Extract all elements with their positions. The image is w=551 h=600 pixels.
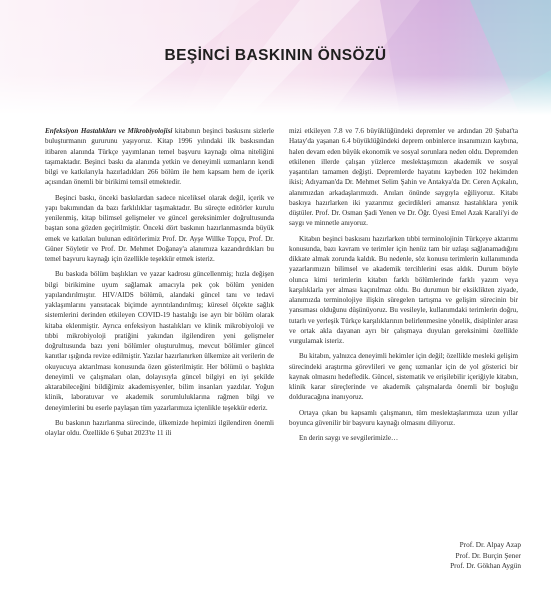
signature-name: Prof. Dr. Burçin Şener <box>455 550 521 560</box>
right-column <box>289 126 518 448</box>
page-title: BEŞİNCİ BASKININ ÖNSÖZÜ <box>164 47 387 64</box>
paragraph: Kitabın beşinci baskısını hazırlarken tıbbi terminolojinin Türkçeye aktarımı konusunda, bazı kavram ve terimler için henüz tam bir uzlaşı sağlanamadığını dikkate almak zorunda kaldık. Bu nedenle, söz konusu terimlerin kullanımında yazarlarımızın bilimsel ve akademik tercihlerini esas aldık. Durum böyle olunca kimi terimlerin kitabın farklı bölümlerinde farklı yazım veya karşılıklarla yer alması kaçınılmaz oldu. Bu durumun bir eksiklikten ziyade, alanımızda terminolojiye ilişkin süregelen tartışma ve gelişim sürecinin bir yansıması olduğunu düşünüyoruz. Bu vesileyle, kullanımdaki terimlerin doğru, tutarlı ve yerleşik Türkçe karşılıklarının belirlenmesine yönelik, disiplinler arası ve ortak akla dayanan ayrı bir çalışmaya duyulan gereksinimi özellikle vurgulamak isteriz. <box>289 234 518 345</box>
signature-name: Prof. Dr. Gökhan Aygün <box>450 561 521 570</box>
paragraph: Beşinci baskı, önceki baskılardan sadece niceliksel olarak değil, içerik ve yapı bakımından da bazı farklılıklar taşımaktadır. Bu süreçte editörler kurulu yenilenmiş, kitap bilimsel gelişmeler ve güncel gereksinimler doğrultusunda baştan sona gözden geçirilmiştir. Önceki dört baskının hazırlanmasında büyük emek ve katkıları bulunan editörlerimiz Prof. Dr. Ayşe Willke Topçu, Prof. Dr. Güner Söyletir ve Prof. Dr. Mehmet Doğanay'a alanımıza kazandırdıkları bu temel başvuru kaynağı için özellikle teşekkür etmek isteriz. <box>45 193 274 263</box>
paragraph: Ortaya çıkan bu kapsamlı çalışmanın, tüm meslektaşlarımıza uzun yıllar boyunca güvenilir bir başvuru kaynağı olmasını diliyoruz. <box>289 408 518 427</box>
paragraph: Bu baskının hazırlanma sürecinde, ülkemizde hepimizi ilgilendiren önemli olaylar oldu. Özellikle 6 Şubat 2023'te 11 ili <box>45 418 274 437</box>
paragraph: Bu baskıda bölüm başlıkları ve yazar kadrosu güncellenmiş; hızla değişen bilgi birikimine uyum sağlamak amacıyla pek çok bölüm yeniden yapılandırılmıştır. HIV/AIDS bölümü, alandaki güncel tanı ve tedavi yaklaşımlarını yansıtacak biçimde ayrıntılandırılmış; küresel ölçekte sağlık sistemlerini derinden etkileyen COVID-19 hastalığı ise ayrı bir bölüm olarak kitaba eklenmiştir. Ayrıca enfeksiyon hastalıkları ve klinik mikrobiyoloji ve tıbbi mikrobiyoloji pratiğini yakından ilgilendiren yeni gelişmeler doğrultusunda bazı yeni bölümler oluşturulmuş, mevcut bölümler güncel kanıtlar ışığında revize edilmiştir. Yazılar hazırlanırken ülkemize ait verilerin de okuyucuya aktarılması konusunda özen gösterilmiştir. Her bölümü o başlıkta deneyimli ve çalışmaları olan, dolayısıyla güncel bilgiyi en iyi şekilde aktarabileceğini bildiğimiz akademisyenler, bilim insanları yazdılar. Yoğun klinik, laboratuvar ve akademik sorumluluklarına rağmen bilgi ve deneyimlerini bu eserle paylaşan tüm yazarlarımıza içtenlikle teşekkür ederiz. <box>45 270 274 412</box>
book-title: Enfeksiyon Hastalıkları ve Mikrobiyolojisi <box>45 127 173 135</box>
paragraph-text: kitabının beşinci baskısını sizlerle buluşturmanın gururunu yaşıyoruz. Kitap 1996 yılındaki ilk baskısından itibaren alanında Türkçe yayımlanan temel başvuru kaynağı olma niteliğini taşımaktadır. Beşinci baskı da alanında yetkin ve deneyimli uzmanların kendi bilgi ve katkılarıyla hazırladıkları 266 bölüm ile hem kapsam hem de içerik açısından önemli bir birikimi temsil etmektedir. <box>45 127 274 187</box>
paragraph <box>45 126 274 188</box>
left-column <box>45 126 274 443</box>
signature-name: Prof. Dr. Alpay Azap <box>459 540 521 549</box>
signature-block <box>450 540 521 572</box>
closing-line: En derin saygı ve sevgilerimizle… <box>299 434 399 442</box>
paragraph: Bu kitabın, yalnızca deneyimli hekimler için değil; özellikle mesleki gelişim sürecindeki araştırma görevlileri ve genç uzmanlar için de yol gösterici bir kaynak olmasını hedefledik. Güncel, sistematik ve erişilebilir içeriğiyle kitabın, klinik karar süreçlerinde ve akademik çalışmalarda önemli bir boşluğu dolduracağına inanıyoruz. <box>289 352 518 402</box>
paragraph: mizi etkileyen 7.8 ve 7.6 büyüklüğündeki depremler ve ardından 20 Şubat'ta Hatay'da yaşanan 6.4 büyüklüğündeki deprem onbinlerce insanımızın kaybına, halen devam eden büyük ekonomik ve sosyal sorunlara neden oldu. Depremden etkilenen illerde çalışan yüzlerce meslektaşımızın akademik ve sosyal yaşantıları tamamen değişti. Depremlerde hayatını kaybeden 102 hekimden ikisi; Adıyaman'da Dr. Mehmet Selim Şahin ve Antakya'da Dr. Ceren Açıkalın, alanımızdan arkadaşlarımızdı. Anıları önünde saygıyla eğiliyoruz. Kitabı baskıya hazırlarken iki yazarımız gecirdikleri amansız hastalıklara yenik düştüler. Prof. Dr. Osman Şadi Yenen ve Dr. Öğr. Üyesi Emel Azak Karali'yi de saygı ve minnetle anıyoruz. <box>289 127 518 228</box>
